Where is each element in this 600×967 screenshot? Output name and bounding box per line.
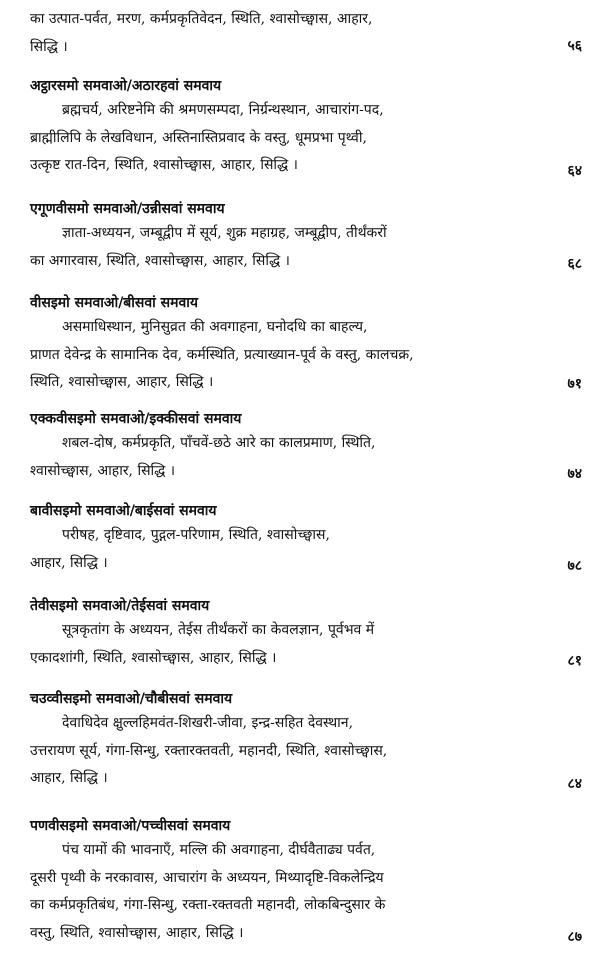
section-line: वस्तु, स्थिति, श्वासोच्छ्वास, आहार, सिद्धि । xyxy=(30,924,244,941)
section-line: ज्ञाता-अध्ययन, जम्बूद्वीप में सूर्य, शुक्र महाग्रह, जम्बूद्वीप, तीर्थंकरों xyxy=(62,225,387,241)
section-line: पंच यामों की भावनाएँ, मल्लि की अवगाहना, दीर्घवैताढ्य पर्वत, xyxy=(62,842,376,858)
section-line: परीषह, दृष्टिवाद, पुद्गल-परिणाम, स्थिति, श्वासोच्छ्वास, xyxy=(62,527,330,543)
section-line: श्वासोच्छ्वास, आहार, सिद्धि । xyxy=(30,462,176,479)
page-number: ५६ xyxy=(567,38,582,54)
section-line: आहार, सिद्धि । xyxy=(30,554,108,571)
page-number: ६८ xyxy=(567,256,582,272)
intro-line-1: का उत्पात-पर्वत, मरण, कर्मप्रकृतिवेदन, स्थिति, श्वासोच्छ्वास, आहार, xyxy=(30,11,373,27)
section-line: आहार, सिद्धि । xyxy=(30,770,108,786)
section-line: का अगारवास, स्थिति, श्वासोच्छ्वास, आहार, सिद्धि । xyxy=(30,252,290,269)
section-21 xyxy=(30,408,580,485)
section-24 xyxy=(30,688,580,793)
section-heading: तेवीसइमो समवाओ/तेईसवां समवाय xyxy=(30,598,210,614)
section-line: सूत्रकृतांग के अध्ययन, तेईस तीर्थंकरों का केवलज्ञान, पूर्वभव में xyxy=(62,622,375,638)
section-heading: एगूणवीसमो समवाओ/उन्नीसवां समवाय xyxy=(30,201,225,217)
page-number: ७८ xyxy=(567,558,582,574)
section-25 xyxy=(30,815,580,947)
section-line: प्राणत देवेन्द्र के सामानिक देव, कर्मस्थिति, प्रत्याख्यान-पूर्व के वस्तु, कालचक्र, xyxy=(30,346,414,363)
section-19 xyxy=(30,198,580,275)
section-heading: चउव्वीसइमो समवाओ/चौबीसवां समवाय xyxy=(30,691,233,707)
intro-line-2: सिद्धि । xyxy=(30,38,68,55)
section-line: उत्कृष्ट रात-दिन, स्थिति, श्वासोच्छ्वास, आहार, सिद्धि । xyxy=(30,157,298,173)
section-line: असमाधिस्थान, मुनिसुव्रत की अवगाहना, घनोदधि का बाहल्य, xyxy=(62,319,368,335)
section-line: एकादशांगी, स्थिति, श्वासोच्छ्वास, आहार, सिद्धि । xyxy=(30,649,277,666)
section-line: दूसरी पृथ्वी के नरकावास, आचारांग के अध्ययन, मिथ्यादृष्टि-विकलेन्द्रिय xyxy=(30,869,384,886)
section-22 xyxy=(30,500,580,577)
section-heading: एक्कवीसइमो समवाओ/इक्कीसवां समवाय xyxy=(30,411,242,427)
intro-entry xyxy=(30,6,580,61)
section-line: उत्तरायण सूर्य, गंगा-सिन्धु, रक्तारक्तवती, महानदी, स्थिति, श्वासोच्छ्वास, xyxy=(30,742,388,759)
section-heading: पणवीसइमो समवाओ/पच्चीसवां समवाय xyxy=(30,818,231,834)
section-line: का कर्मप्रकृतिबंध, गंगा-सिन्धु, रक्ता-रक्तवती महानदी, लोकबिन्दुसार के xyxy=(30,897,386,913)
page-number: ८४ xyxy=(567,776,582,792)
section-heading: बावीसइमो समवाओ/बाईसवां समवाय xyxy=(30,503,217,519)
section-line: ब्राह्मीलिपि के लेखविधान, अस्तिनास्तिप्रवाद के वस्तु, धूमप्रभा पृथ्वी, xyxy=(30,129,367,146)
section-heading: वीसइमो समवाओ/बीसवां समवाय xyxy=(30,295,199,311)
section-line: देवाधिदेव क्षुल्लहिमवंत-शिखरी-जीवा, इन्द्र-सहित देवस्थान, xyxy=(62,715,354,731)
page-number: ८७ xyxy=(567,929,582,945)
page-number: ७४ xyxy=(567,466,582,482)
section-line: शबल-दोष, कर्मप्रकृति, पाँचवें-छठे आरे का कालप्रमाण, स्थिति, xyxy=(62,435,376,451)
page-number: ६४ xyxy=(567,163,582,179)
page-number: ८१ xyxy=(567,653,582,669)
section-line: ब्रह्मचर्य, अरिष्टनेमि की श्रमणसम्पदा, निर्ग्रन्थस्थान, आचारांग-पद, xyxy=(62,102,384,118)
section-line: स्थिति, श्वासोच्छ्वास, आहार, सिद्धि । xyxy=(30,374,214,390)
section-18 xyxy=(30,75,580,180)
section-23 xyxy=(30,595,580,672)
section-heading: अट्ठारसमो समवाओ/अठारहवां समवाय xyxy=(30,78,222,94)
section-20 xyxy=(30,292,580,397)
page-number: ७१ xyxy=(567,376,582,392)
